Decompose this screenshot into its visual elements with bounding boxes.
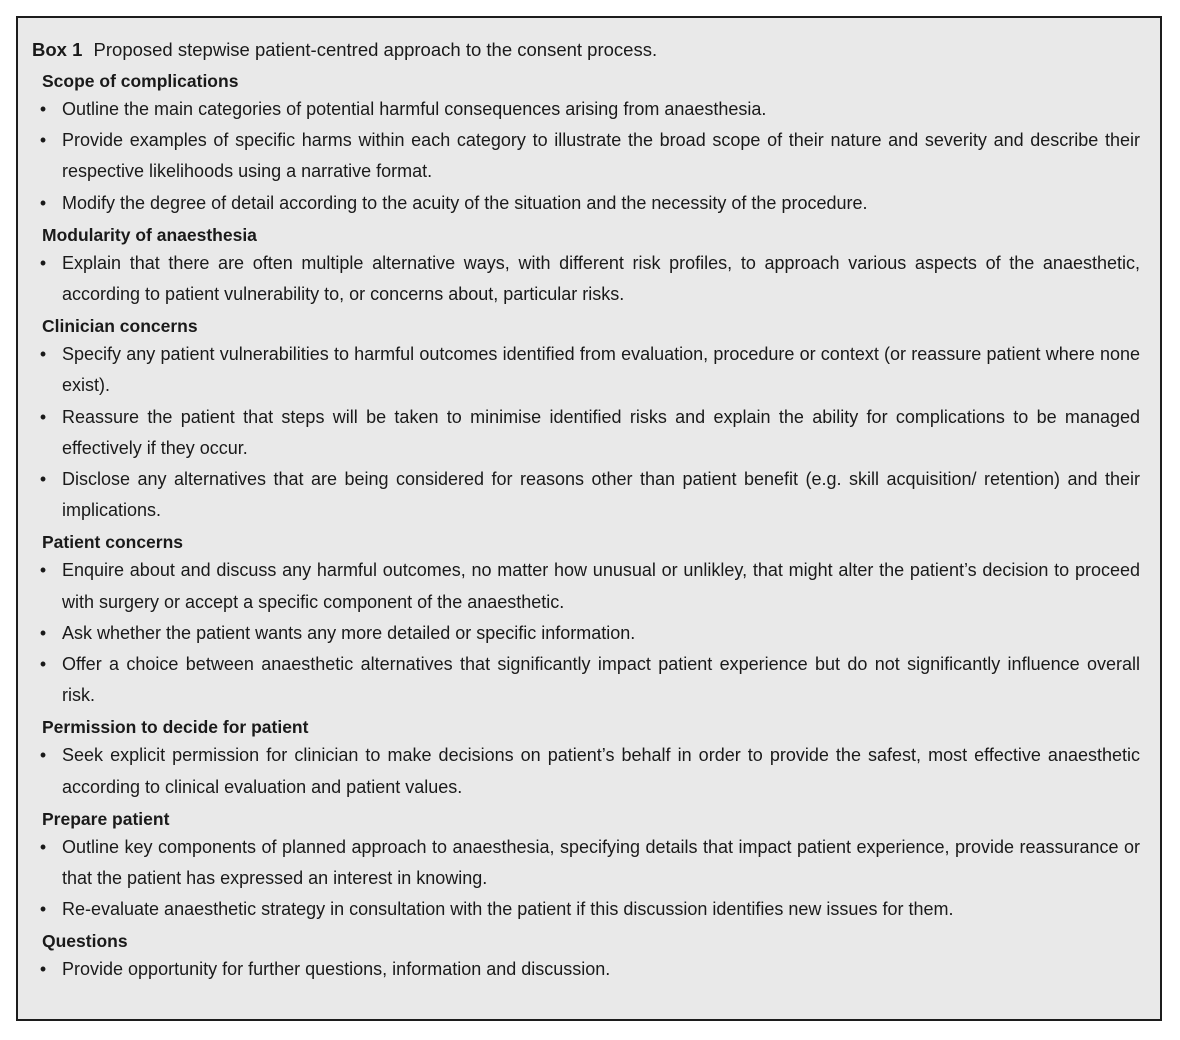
section: [32, 714, 1140, 802]
bullet-list: [32, 94, 1140, 219]
bullet-dot-icon: •: [39, 192, 47, 213]
bullet-item: [32, 125, 1140, 187]
section: [32, 313, 1140, 526]
bullet-item: [32, 649, 1140, 711]
bullet-item: [32, 740, 1140, 802]
bullet-text: Specify any patient vulnerabilities to harmful outcomes identified from evaluation, procedure or context (or reassure patient where none exist).: [62, 344, 1140, 396]
section: [32, 529, 1140, 711]
bullet-text: Provide examples of specific harms within each category to illustrate the broad scope of their nature and severity and describe their respective likelihoods using a narrative format.: [62, 130, 1140, 182]
bullet-text: Re-evaluate anaesthetic strategy in consultation with the patient if this discussion identifies new issues for them.: [62, 899, 954, 920]
bullet-text: Outline the main categories of potential harmful consequences arising from anaesthesia.: [62, 99, 767, 119]
section-heading: Patient concerns: [42, 532, 184, 553]
section-heading: Questions: [42, 931, 128, 952]
bullet-dot-icon: •: [39, 899, 47, 920]
bullet-dot-icon: •: [39, 344, 47, 365]
box-label: Box 1: [32, 39, 83, 60]
section: [32, 222, 1140, 310]
bullet-text: Seek explicit permission for clinician to make decisions on patient’s behalf in order to provide the safest, most effective anaesthetic according to clinical evaluation and patient values.: [62, 745, 1140, 797]
bullet-item: [32, 94, 1140, 125]
bullet-dot-icon: •: [39, 622, 47, 643]
bullet-text: Reassure the patient that steps will be taken to minimise identified risks and explain the ability for complications to be managed effectively if they occur.: [62, 406, 1140, 458]
bullet-list: [32, 248, 1140, 310]
box-1-panel: [16, 16, 1162, 1021]
section-heading: Scope of complications: [42, 71, 239, 91]
section: [32, 806, 1140, 926]
bullet-text: Provide opportunity for further questions, information and discussion.: [62, 959, 611, 980]
bullet-dot-icon: •: [39, 406, 47, 427]
sections-container: [32, 68, 1140, 986]
section-heading: Clinician concerns: [42, 316, 198, 337]
bullet-item: [32, 248, 1140, 310]
bullet-list: [32, 954, 1140, 985]
bullet-dot-icon: •: [39, 745, 47, 766]
bullet-dot-icon: •: [39, 469, 47, 490]
section-heading: Permission to decide for patient: [42, 717, 309, 738]
bullet-dot-icon: •: [39, 99, 47, 119]
bullet-text: Disclose any alternatives that are being considered for reasons other than patient benefit (e.g. skill acquisition/ retention) and their implications.: [62, 469, 1140, 521]
bullet-item: [32, 954, 1140, 985]
bullet-text: Explain that there are often multiple alternative ways, with different risk profiles, to approach various aspects of the anaesthetic, according to patient vulnerability to, or concerns about, particular risks.: [62, 252, 1140, 305]
bullet-item: [32, 832, 1140, 894]
section: [32, 68, 1140, 219]
bullet-text: Enquire about and discuss any harmful outcomes, no matter how unusual or unlikley, that might alter the patient’s decision to proceed with surgery or accept a specific component of the anaesthetic.: [62, 560, 1140, 612]
box-title: [32, 36, 1140, 64]
box-caption: Proposed stepwise patient-centred approach to the consent process.: [93, 39, 658, 60]
bullet-item: [32, 618, 1140, 649]
bullet-text: Ask whether the patient wants any more detailed or specific information.: [62, 622, 636, 643]
bullet-dot-icon: •: [39, 252, 47, 273]
bullet-item: [32, 464, 1140, 526]
bullet-item: [32, 555, 1140, 617]
bullet-dot-icon: •: [39, 560, 47, 581]
bullet-item: [32, 894, 1140, 925]
bullet-text: Offer a choice between anaesthetic alternatives that significantly impact patient experience but do not significantly influence overall risk.: [62, 654, 1140, 706]
bullet-item: [32, 188, 1140, 219]
bullet-list: [32, 339, 1140, 526]
bullet-dot-icon: •: [39, 130, 47, 151]
bullet-item: [32, 402, 1140, 464]
section: [32, 928, 1140, 985]
bullet-dot-icon: •: [39, 654, 47, 675]
bullet-dot-icon: •: [39, 959, 47, 980]
bullet-text: Modify the degree of detail according to the acuity of the situation and the necessity of the procedure.: [62, 192, 868, 213]
bullet-dot-icon: •: [39, 836, 47, 857]
bullet-list: [32, 832, 1140, 926]
section-heading: Modularity of anaesthesia: [42, 224, 257, 245]
bullet-list: [32, 740, 1140, 802]
bullet-list: [32, 555, 1140, 711]
section-heading: Prepare patient: [42, 808, 170, 829]
bullet-text: Outline key components of planned approach to anaesthesia, specifying details that impact patient experience, provide reassurance or that the patient has expressed an interest in knowing.: [62, 836, 1140, 889]
bullet-item: [32, 339, 1140, 401]
